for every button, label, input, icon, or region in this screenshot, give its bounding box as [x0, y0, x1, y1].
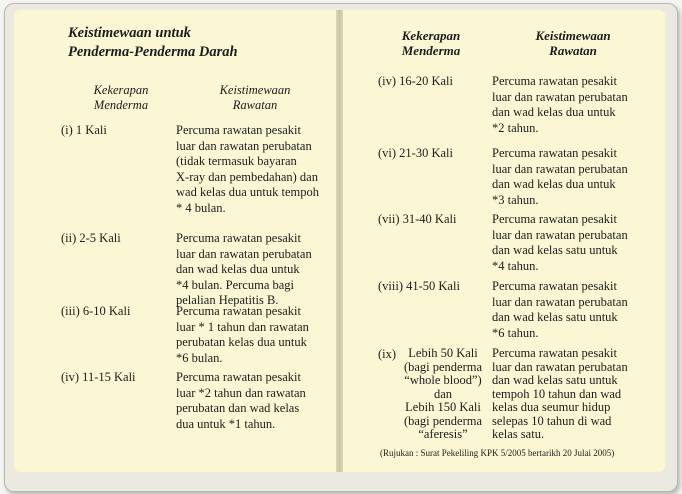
entry-vii-frequency: (vii) 31-40 Kali — [378, 212, 457, 226]
col-header-privilege — [513, 28, 633, 58]
title-line-2: Penderma-Penderma Darah — [68, 44, 238, 60]
entry-viii-privilege: Percuma rawatan pesakit luar dan rawatan perubatan dan wad kelas satu untuk *6 tahun. — [492, 279, 628, 340]
col-header-privilege-line1: Keistimewaan — [535, 28, 611, 43]
entry-iii-frequency: (iii) 6-10 Kali — [61, 304, 131, 318]
col-header-privilege — [200, 83, 310, 113]
entry-vi-frequency: (vi) 21-30 Kali — [378, 146, 453, 160]
col-header-frequency-line1: Kekerapan — [93, 83, 149, 97]
reference-note: (Rujukan : Surat Pekeliling KPK 5/2005 bertarikh 20 Julai 2005) — [380, 448, 615, 458]
entry-ii-privilege: Percuma rawatan pesakit luar dan rawatan perubatan dan wad kelas dua untuk *4 bulan. Percuma bagi pelalian Hepatitis B. — [176, 231, 312, 307]
entry-iv-privilege: Percuma rawatan pesakit luar *2 tahun dan rawatan perubatan dan wad kelas dua untuk *1 tahun. — [176, 370, 306, 431]
entry-i-privilege: Percuma rawatan pesakit luar dan rawatan perubatan (tidak termasuk bayaran X-ray dan pembedahan) dan wad kelas dua untuk tempoh * 4 bulan. — [176, 123, 320, 215]
entry-ii-frequency: (ii) 2-5 Kali — [61, 231, 121, 245]
entry-vi-privilege: Percuma rawatan pesakit luar dan rawatan perubatan dan wad kelas dua untuk *3 tahun. — [492, 146, 628, 207]
entry-ix-frequency: Lebih 50 Kali (bagi penderma “whole blood”) dan Lebih 150 Kali (bagi penderma “aferesis” — [403, 346, 483, 441]
title-line-1: Keistimewaan untuk — [68, 25, 191, 41]
col-header-privilege-line1: Keistimewaan — [219, 83, 291, 97]
right-page — [343, 10, 665, 472]
entry-iv-frequency: (iv) 11-15 Kali — [61, 370, 136, 384]
col-header-privilege-line2: Rawatan — [232, 98, 278, 112]
col-header-frequency-line1: Kekerapan — [401, 28, 461, 43]
col-header-frequency-line2: Menderma — [93, 98, 149, 112]
col-header-frequency-line2: Menderma — [401, 43, 461, 58]
left-page — [14, 10, 336, 472]
entry-vii-privilege: Percuma rawatan pesakit luar dan rawatan perubatan dan wad kelas satu untuk *4 tahun. — [492, 212, 628, 273]
left-page-title — [68, 24, 238, 62]
col-header-frequency — [76, 83, 166, 113]
entry-i-frequency: (i) 1 Kali — [61, 123, 107, 137]
col-header-privilege-line2: Rawatan — [549, 43, 597, 58]
entry-ix-privilege: Percuma rawatan pesakit luar dan rawatan perubatan dan wad kelas satu untuk tempoh 10 tahun dan wad kelas dua seumur hidup selepas 10 tahun di wad kelas satu. — [492, 346, 628, 441]
entry-viii-frequency: (viii) 41-50 Kali — [378, 279, 460, 293]
entry-iii-privilege: Percuma rawatan pesakit luar * 1 tahun dan rawatan perubatan kelas dua untuk *6 bulan. — [176, 304, 309, 365]
entry-v-privilege: Percuma rawatan pesakit luar dan rawatan perubatan dan wad kelas dua untuk *2 tahun. — [492, 74, 628, 135]
entry-v-frequency: (iv) 16-20 Kali — [378, 74, 453, 88]
booklet-spine — [336, 10, 343, 472]
entry-ix-number: (ix) — [378, 347, 397, 361]
col-header-frequency — [381, 28, 481, 58]
